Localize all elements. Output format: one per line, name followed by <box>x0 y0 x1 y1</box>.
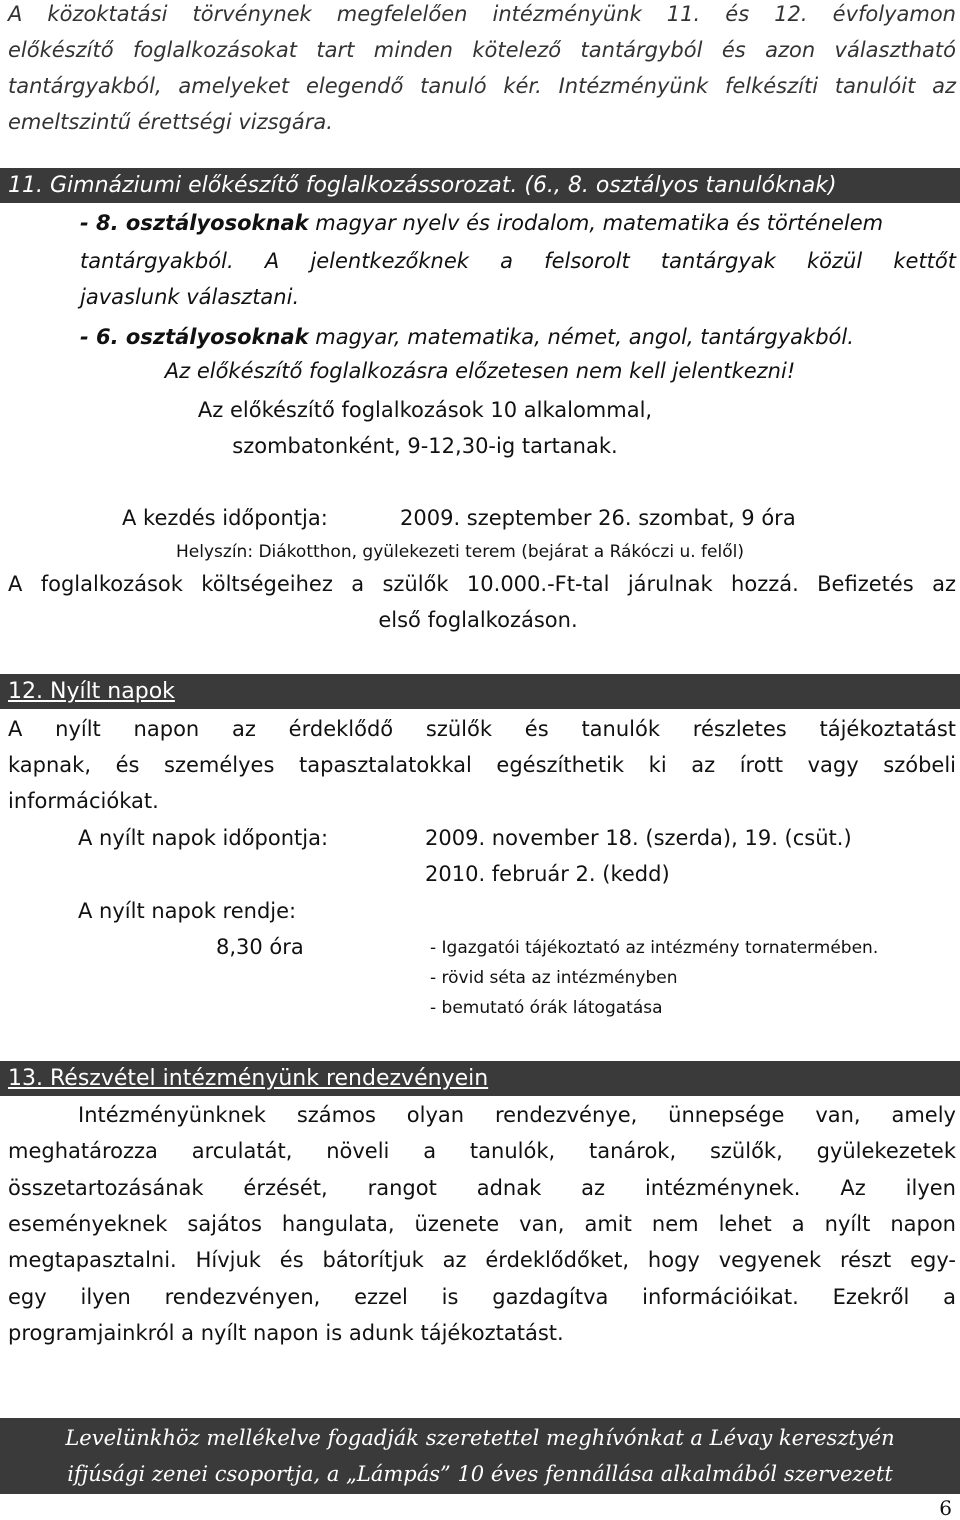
grade8-subjects: magyar nyelv és irodalom, matematika és történelem <box>308 211 884 235</box>
open-day-para-2: kapnak, és személyes tapasztalatokkal egészíthetik ki az írott vagy szóbeli <box>8 753 956 777</box>
open-day-time: 8,30 óra <box>216 935 304 959</box>
section-13-header <box>0 1061 960 1096</box>
grade8-line-1 <box>80 205 956 241</box>
events-para-1: Intézményünknek számos olyan rendezvénye, ünnepsége van, amely <box>78 1103 956 1127</box>
sessions-line-1: Az előkészítő foglalkozások 10 alkalommal, <box>197 398 653 422</box>
events-para-5: megtapasztalni. Hívjuk és bátorítjuk az érdeklődőket, hogy vegyenek részt egy- <box>8 1248 956 1272</box>
venue-line: Helyszín: Diákotthon, gyülekezeti terem (bejárat a Rákóczi u. felől) <box>176 542 744 562</box>
events-para-7: programjainkról a nyílt napon is adunk tájékoztatást. <box>8 1321 564 1345</box>
cost-line-1: A foglalkozások költségeihez a szülők 10.000.-Ft-tal járulnak hozzá. Befizetés az <box>8 572 956 596</box>
section-13-title: 13. Részvétel intézményünk rendezvényein <box>8 1066 489 1091</box>
open-day-para-1: A nyílt napon az érdeklődő szülők és tanulók részletes tájékoztatást <box>8 717 956 741</box>
invitation-line-2: ifjúsági zenei csoportja, a „Lámpás” 10 éves fennállása alkalmából szervezett <box>67 1462 893 1486</box>
section-12-title: 12. Nyílt napok <box>8 679 175 704</box>
invitation-line-1: Levelünkhöz mellékelve fogadják szeretettel meghívónkat a Lévay keresztyén <box>65 1426 895 1450</box>
intro-line-2: előkészítő foglalkozásokat tart minden kötelező tantárgyból és azon választható <box>8 38 956 62</box>
intro-line-1: A közoktatási törvénynek megfelelően intézményünk 11. és 12. évfolyamon <box>8 2 956 26</box>
open-day-dates-label: A nyílt napok időpontja: <box>78 826 329 850</box>
grade8-lead: - 8. osztályosoknak <box>80 211 309 235</box>
section-11-title: 11. Gimnáziumi előkészítő foglalkozássorozat. (6., 8. osztályos tanulóknak) <box>8 173 837 198</box>
open-day-date-1: 2009. november 18. (szerda), 19. (csüt.) <box>425 826 852 850</box>
open-day-order-label: A nyílt napok rendje: <box>78 899 297 923</box>
grade6-line <box>80 319 854 355</box>
section-12-header <box>0 674 960 709</box>
grade6-lead: - 6. osztályosoknak <box>80 325 309 349</box>
no-registration-note: Az előkészítő foglalkozásra előzetesen nem kell jelentkezni! <box>164 359 796 383</box>
events-para-2: meghatározza arculatát, növeli a tanulók, tanárok, szülők, gyülekezetek <box>8 1139 956 1163</box>
agenda-item: - Igazgatói tájékoztató az intézmény tornatermében. <box>430 938 879 958</box>
events-para-3: összetartozásának érzését, rangot adnak az intézménynek. Az ilyen <box>8 1176 956 1200</box>
page-number: 6 <box>939 1496 952 1520</box>
cost-line-2: első foglalkozáson. <box>378 608 578 632</box>
invitation-banner <box>0 1418 960 1494</box>
grade8-line-2: tantárgyakból. A jelentkezőknek a felsorolt tantárgyak közül kettőt <box>80 249 956 273</box>
agenda-item: - rövid séta az intézményben <box>430 968 678 988</box>
open-day-date-2: 2010. február 2. (kedd) <box>425 862 670 886</box>
start-value: 2009. szeptember 26. szombat, 9 óra <box>400 506 796 530</box>
intro-line-3: tantárgyakból, amelyeket elegendő tanuló kér. Intézményünk felkészíti tanulóit az <box>8 74 956 98</box>
agenda-item: - bemutató órák látogatása <box>430 998 663 1018</box>
open-day-para-3: információkat. <box>8 789 159 813</box>
grade8-line-3: javaslunk választani. <box>80 285 300 309</box>
sessions-line-2: szombatonként, 9-12,30-ig tartanak. <box>232 434 618 458</box>
events-para-4: eseményeknek sajátos hangulata, üzenete van, amit nem lehet a nyílt napon <box>8 1212 956 1236</box>
grade6-subjects: magyar, matematika, német, angol, tantárgyakból. <box>308 325 854 349</box>
start-label: A kezdés időpontja: <box>122 506 328 530</box>
section-11-header <box>0 168 960 203</box>
intro-line-4: emeltszintű érettségi vizsgára. <box>8 110 333 134</box>
events-para-6: egy ilyen rendezvényen, ezzel is gazdagítva információikat. Ezekről a <box>8 1285 956 1309</box>
